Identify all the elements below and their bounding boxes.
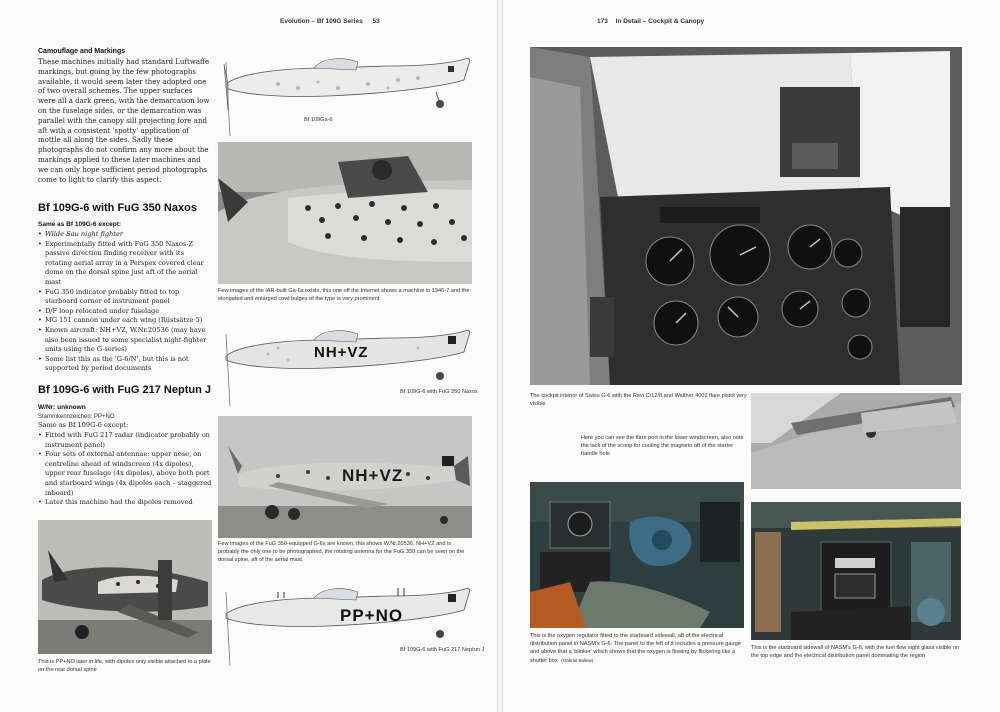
photo2-caption: Few images of the FuG 350-equipped G-6s are known, this shows W.Nr.20536, NH+VZ and is probably the only one to be photographed, the rotating antenna for the FuG 350 can be seen on the dorsal spine, aft of the aerial mast. xyxy=(218,541,465,564)
right-page xyxy=(503,0,1000,712)
photo-nh-vz xyxy=(218,416,472,538)
neptun-same-as: Same as Bf 109G-6 except: xyxy=(38,421,129,429)
naxos-bullet-list xyxy=(38,230,212,374)
naxos-bullet: • Wilde Sau night fighter xyxy=(38,230,212,240)
neptun-wnr: W/Nr: unknown xyxy=(38,404,86,411)
oxygen-photo-credit: (Gabriel Ballew) xyxy=(561,657,594,663)
neptun-bullet: • Fitted with FuG 217 radar (indicator probably on instrument panel) xyxy=(38,431,212,450)
neptun-bullet-list xyxy=(38,431,212,508)
naxos-heading: Bf 109G-6 with FuG 350 Naxos xyxy=(38,202,197,214)
photo-pp-no-later xyxy=(38,520,212,654)
profile2-caption: Bf 109G-6 with FuG 350 Naxos xyxy=(400,389,478,395)
naxos-bullet: • D/F loop relocated under fuselage xyxy=(38,307,212,317)
profile-ga6-illustration xyxy=(218,44,476,140)
naxos-bullet: • MG 151 cannon under each wing (Rüstsätze 5) xyxy=(38,316,212,326)
camo-body: These machines initially had standard Luftwaffe markings, but going by the few photographs available, it would seem later they adopted one of two overall schemes. The upper surfaces were all a dark green, with the demarcation low on the fuselage sides, or the demarcation was parallel with the canopy sill projecting fore and aft with a consistent 'spotty' application of mottle all along the sides. Sadly these photographs do not confirm any more about the markings applied to these later machines and we can only hope sufficient period photographs come to light to clarify this aspect. xyxy=(38,58,210,184)
camo-heading: Camouflage and Markings xyxy=(38,48,126,55)
naxos-same-as: Same as Bf 109G-6 except: xyxy=(38,221,122,228)
photo-flare-port-windscreen xyxy=(751,393,961,489)
photo2-aircraft-code: NH+VZ xyxy=(342,466,404,485)
neptun-stammkennzeichen: Stammkennzeichen: PP+NO xyxy=(38,414,115,420)
neptun-bullet: • Four sets of external antennae: upper nose, on centreline ahead of windscreen (4x dipoles), upper rear fuselage (4x dipoles), above both port and starboard wings (4x dipoles each – staggered inboard) xyxy=(38,450,212,498)
profile2-aircraft-code: NH+VZ xyxy=(314,344,369,361)
page-number-left: 53 xyxy=(372,18,380,25)
sidewall-caption: This is the starboard sidewall of NASM's G-6, with the fuel flow sight glass visible on the top edge and the electrical distribution panel dominating the region xyxy=(751,645,960,660)
running-header-left xyxy=(280,18,380,25)
photo-starboard-sidewall xyxy=(751,502,961,640)
profile3-caption: Bf 109G-6 with FuG 217 Neptun J xyxy=(400,647,485,653)
naxos-bullet: • Known aircraft: NH+VZ, W.Nr.20536 (may have also been issued to some specialist night-fighter units using the G-series) xyxy=(38,326,212,355)
page-number-right: 173 xyxy=(597,18,608,25)
neptun-bullet: • Later this machine had the dipoles removed xyxy=(38,498,212,508)
profile3-aircraft-code: PP+NO xyxy=(340,606,404,625)
photo1-caption: Few images of the IAR-built Ga-6s exists, this one off the Internet shows a machine in 1946-7 and the elongated and enlarged cowl bulges of the type is very prominent xyxy=(218,288,470,303)
photo-oxygen-regulator xyxy=(530,482,744,628)
profile1-caption: Bf 109Ga-6 xyxy=(304,117,333,123)
running-header-right xyxy=(597,18,704,25)
naxos-bullet: • Some list this as the 'G-6/N', but this is not supported by period documents xyxy=(38,355,212,374)
running-header-text: In Detail – Cockpit & Canopy xyxy=(615,18,705,25)
neptun-heading: Bf 109G-6 with FuG 217 Neptun J xyxy=(38,384,211,396)
photo-cockpit-swiss-g6 xyxy=(530,47,962,385)
photo-iar-ga6 xyxy=(218,142,472,284)
flare-caption: Here you can see the flare port in the lower windscreen, also note the lack of the scoop for cooling the magneto aft of the starter handle hole xyxy=(581,435,744,458)
naxos-bullet: • Experimentally fitted with FuG 350 Naxos-Z passive direction finding receiver with its rotating aerial array in a Perspex covered clear dome on the dorsal spine just aft of the aerial mast xyxy=(38,240,212,288)
naxos-bullet: • FuG 350 indicator probably fitted to top starboard corner of instrument panel xyxy=(38,288,212,307)
oxygen-caption-text: This is the oxygen regulator fitted to the starboard sidewall, aft of the electrical distribution panel in NASM's G-6. The panel to the left of it includes a pressure gauge and above that a 'blinker' which shows that the oxygen is flowing by flickering like a shutter box xyxy=(530,633,741,664)
cockpit-caption: The cockpit interior of Swiss G-6 with the Revi C/12/8 and Walther 4002 flare pistol very visible xyxy=(530,393,747,408)
running-header-text: Evolution – Bf 109G Series xyxy=(280,18,363,25)
left-page xyxy=(0,0,497,712)
oxygen-caption xyxy=(530,632,748,665)
profile-neptun-illustration xyxy=(218,574,476,670)
photo3-caption: This is PP+NO later in life, with dipoles only visible attached to a plate on the rear dorsal spine xyxy=(38,659,211,674)
